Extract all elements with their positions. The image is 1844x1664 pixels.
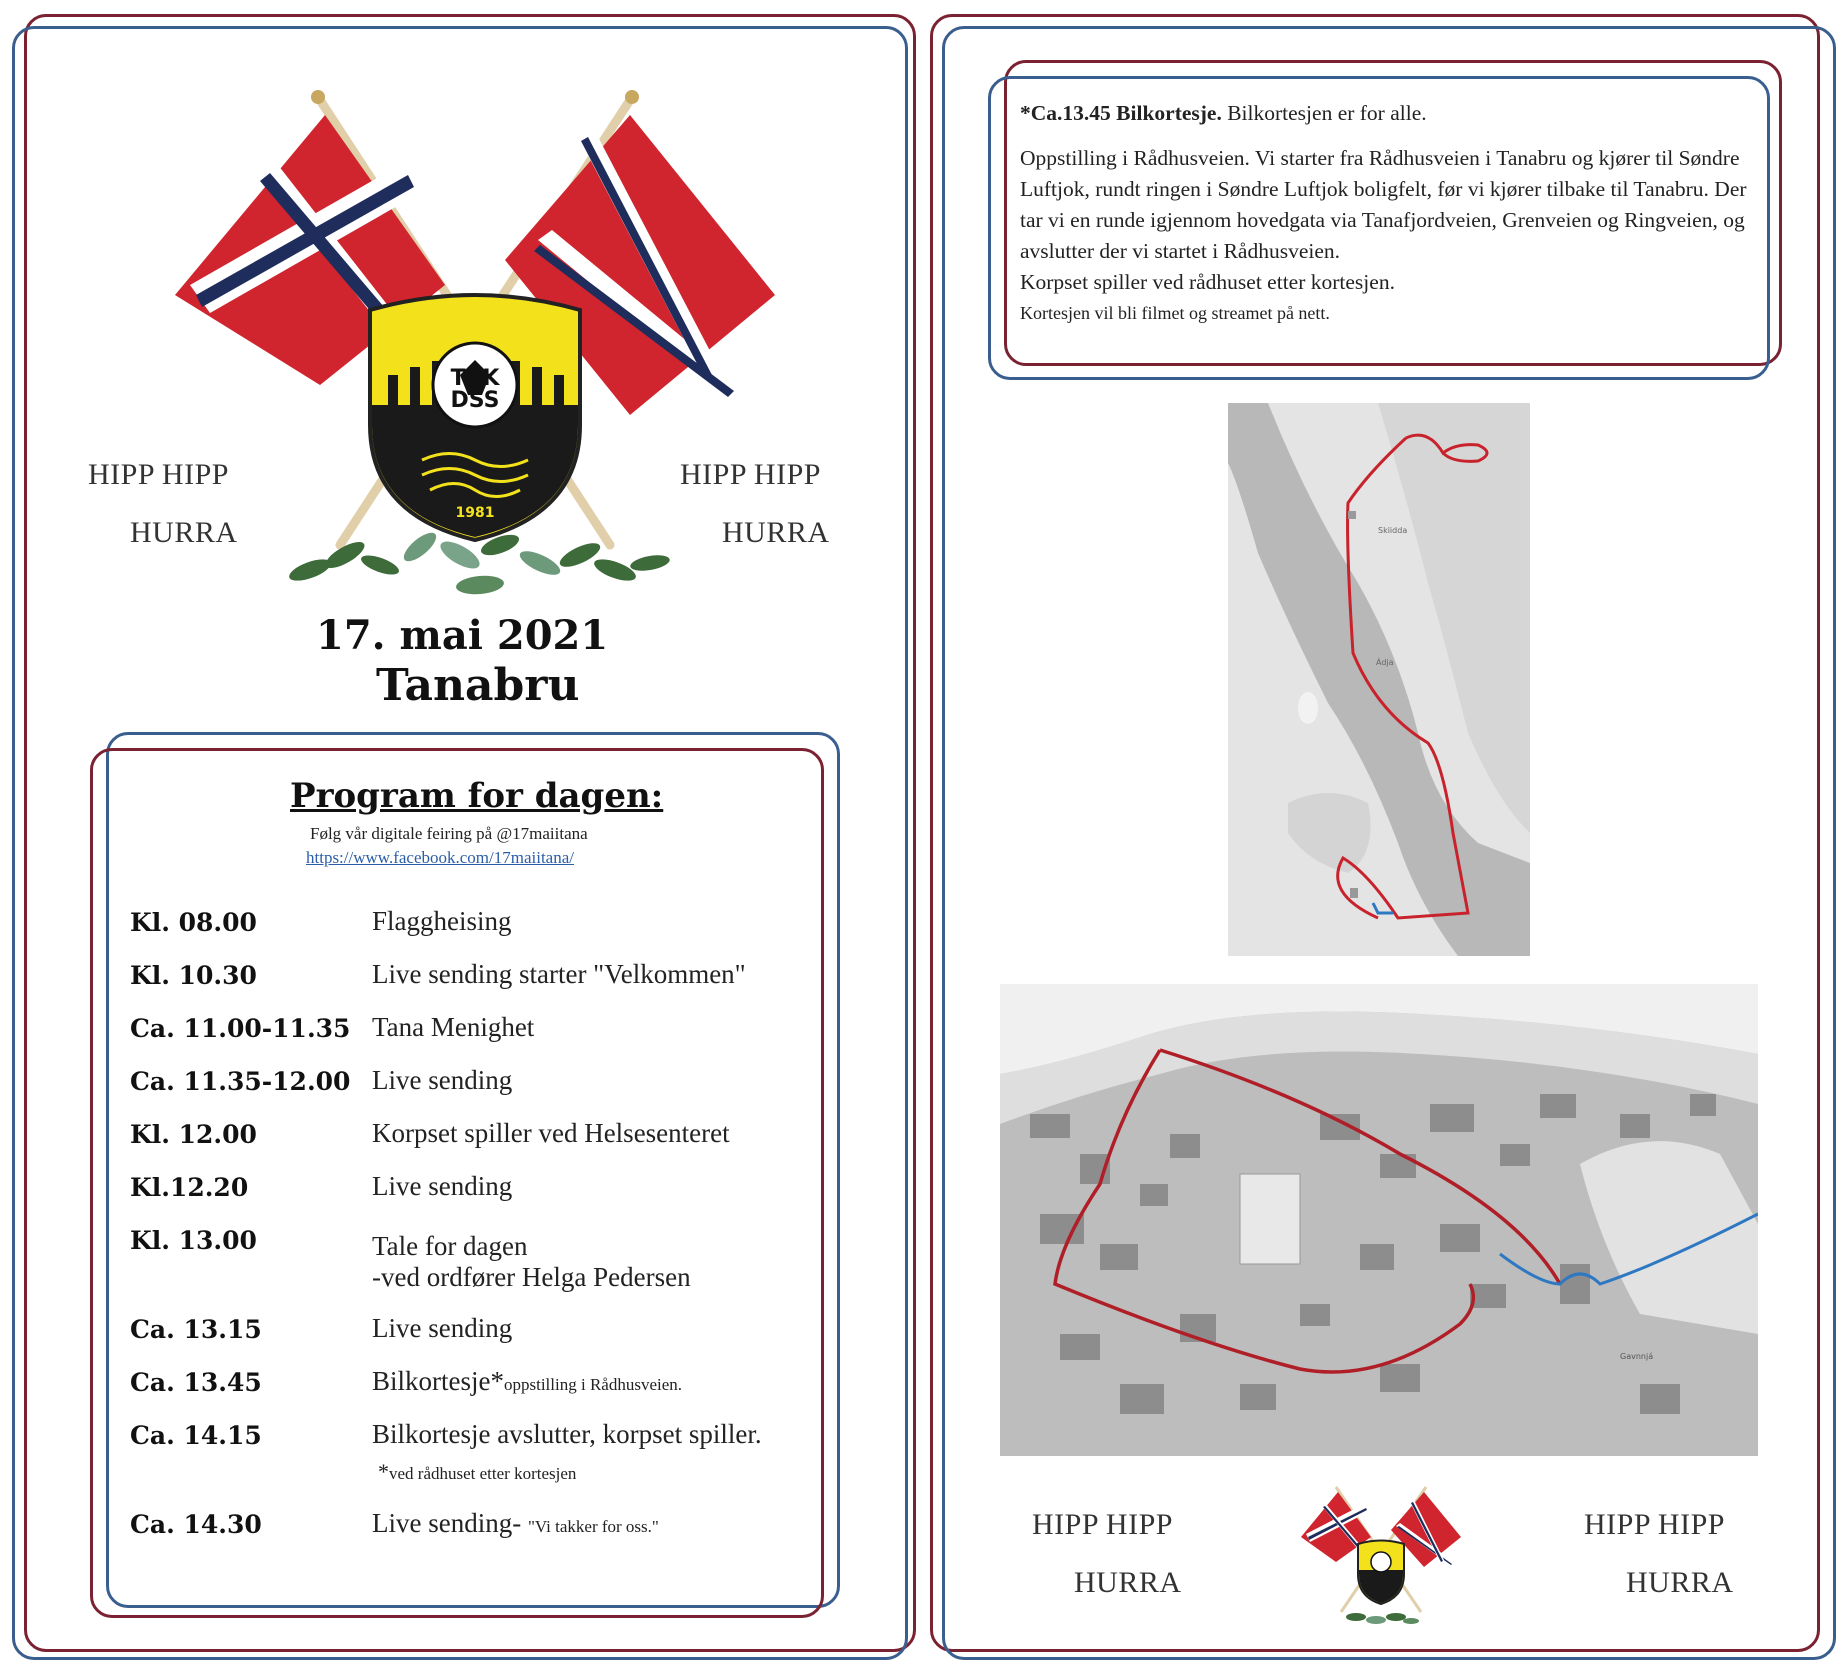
schedule-event-note: oppstilling i Rådhusveien. xyxy=(503,1375,683,1394)
flags-logo-illustration xyxy=(160,85,790,625)
schedule-event-note: "Vi takker for oss." xyxy=(527,1517,659,1536)
info-intro: Bilkortesjen er for alle. xyxy=(1221,101,1427,125)
info-bold: *Ca.13.45 Bilkortesje. xyxy=(1020,101,1222,125)
map2-label: Gavnnjá xyxy=(1620,1352,1654,1361)
schedule-event: Flaggheising xyxy=(372,906,512,936)
schedule-time: Ca. 13.45 xyxy=(130,1368,262,1397)
hipp-left-line1: HIPP HIPP xyxy=(88,458,229,491)
logo-text-bottom: DSS xyxy=(450,388,500,413)
map1-label: Ádja xyxy=(1376,658,1394,667)
hipp-bottom-right: HIPP HIPP xyxy=(1584,1508,1725,1541)
facebook-link[interactable]: https://www.facebook.com/17maiitana/ xyxy=(306,848,574,867)
note-asterisk: * xyxy=(378,1459,389,1484)
logo-year: 1981 xyxy=(455,505,495,521)
hipp-bottom-left: HIPP HIPP xyxy=(1032,1508,1173,1541)
schedule-event: Korpset spiller ved Helsesenteret xyxy=(372,1118,730,1148)
schedule-time: Kl. 13.00 xyxy=(130,1226,257,1255)
event-date: 17. mai 2021 xyxy=(316,612,609,659)
info-paragraph: Oppstilling i Rådhusveien. Vi starter fra Rådhusveien i Tanabru og kjører til Søndre Luftjok, rundt ringen i Søndre Luftjok boligfelt, før vi kjører tilbake til Tanabru. Der tar vi en runde igjennom hovedgata via Tanafjordveien, Grenveien og Ringveien, og avslutter der vi startet i Rådhusveien. xyxy=(1020,146,1747,263)
schedule-event: Bilkortesje avslutter, korpset spiller. xyxy=(372,1419,762,1449)
schedule-event-detail: -ved ordfører Helga Pedersen xyxy=(372,1262,691,1292)
schedule-time: Ca. 11.35-12.00 xyxy=(130,1067,351,1096)
hipp-right-line1: HIPP HIPP xyxy=(680,458,821,491)
schedule-time: Kl. 10.30 xyxy=(130,961,257,990)
small-flags-logo-icon xyxy=(1296,1482,1466,1632)
route-map-lower xyxy=(1000,984,1758,1456)
schedule-time: Ca. 14.15 xyxy=(130,1421,262,1450)
club-logo-icon xyxy=(370,295,580,540)
schedule-event-text: Bilkortesje* xyxy=(372,1366,504,1396)
program-heading: Program for dagen: xyxy=(290,776,664,816)
schedule-event-text: Live sending- xyxy=(372,1508,522,1538)
logo-text-top: TBK xyxy=(450,366,500,391)
schedule-time: Ca. 14.30 xyxy=(130,1510,262,1539)
info-text xyxy=(1020,98,1760,329)
hurra-left: HURRA xyxy=(130,516,238,549)
hurra-right: HURRA xyxy=(722,516,830,549)
hurra-bottom-right: HURRA xyxy=(1626,1566,1734,1599)
info-line3: Kortesjen vil bli filmet og streamet på nett. xyxy=(1020,303,1330,323)
schedule-event: Tale for dagen xyxy=(372,1231,528,1261)
schedule-event-note: ved rådhuset etter kortesjen xyxy=(389,1464,577,1483)
route-map-upper xyxy=(1228,403,1530,956)
schedule-event: Tana Menighet xyxy=(372,1012,535,1042)
schedule-time: Ca. 13.15 xyxy=(130,1315,262,1344)
program-subtitle: Følg vår digitale feiring på @17maiitana xyxy=(310,824,588,843)
schedule-event: Live sending xyxy=(372,1065,513,1095)
schedule-time: Kl. 12.00 xyxy=(130,1120,257,1149)
schedule-time: Ca. 11.00-11.35 xyxy=(130,1014,351,1043)
event-place: Tanabru xyxy=(376,660,580,711)
schedule-time: Kl.12.20 xyxy=(130,1173,249,1202)
map1-label: Skiidda xyxy=(1378,526,1408,535)
info-line2: Korpset spiller ved rådhuset etter kortesjen. xyxy=(1020,270,1395,294)
info-heading-line xyxy=(1020,98,1760,129)
schedule-event: Live sending xyxy=(372,1313,513,1343)
schedule-event: Live sending starter "Velkommen" xyxy=(372,959,746,989)
schedule-event xyxy=(372,1508,659,1539)
schedule-event-note-line xyxy=(378,1455,576,1486)
schedule-event xyxy=(372,1366,682,1397)
hurra-bottom-left: HURRA xyxy=(1074,1566,1182,1599)
schedule-time: Kl. 08.00 xyxy=(130,908,257,937)
schedule-event: Live sending xyxy=(372,1171,513,1201)
